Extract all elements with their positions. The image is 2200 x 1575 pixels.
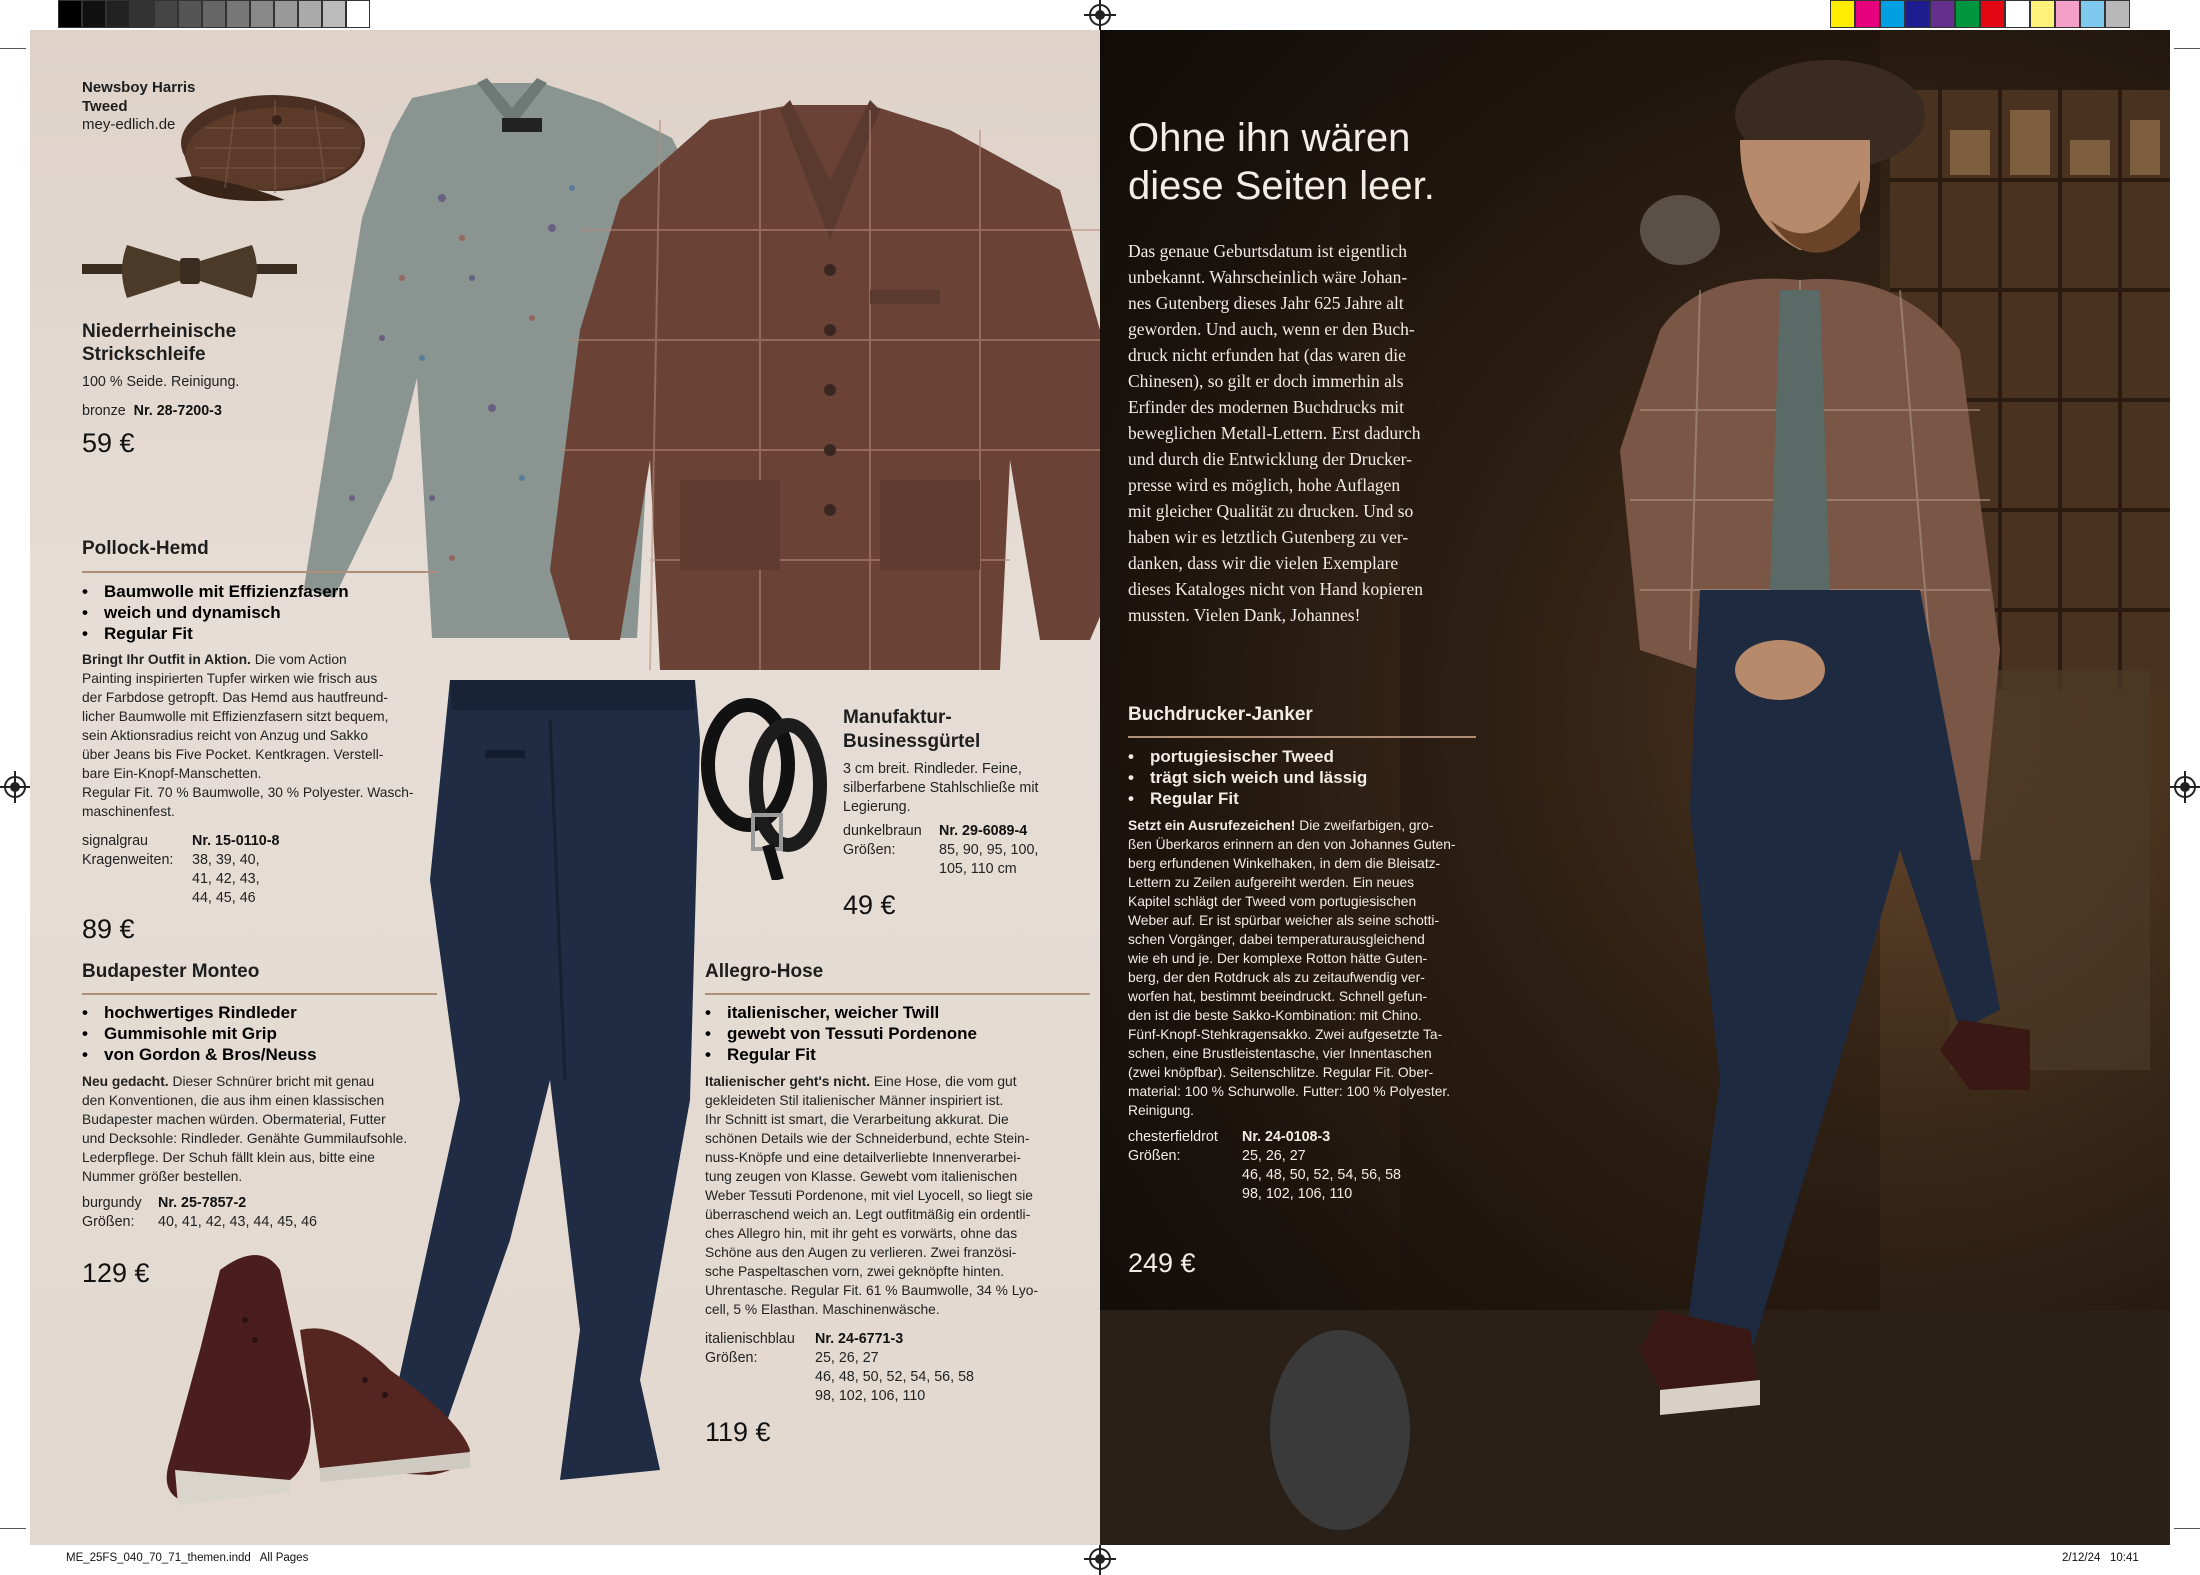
intro-text <box>1128 238 1423 628</box>
color-swatch <box>2005 0 2030 28</box>
slug-filename: ME_25FS_040_70_71_themen.indd All Pages <box>66 1552 309 1564</box>
description-line: Nummer größer bestellen. <box>82 1169 243 1184</box>
shirt-spec: signalgrau Nr. 15-0110-8 Kragenweiten: 38, 39, 40, 41, 42, 43, 44, 45, 46 <box>82 833 280 906</box>
description-line: Schöne aus den Augen zu verlieren. Zwei französi- <box>705 1245 1017 1260</box>
shoes-description: Neu gedacht. Dieser Schnürer bricht mit genau den Konventionen, die aus ihm einen klassischen Budapester machen würden. Obermaterial, Futter und Decksohle: Rindleder. Genähte Gummilaufsohle. Lederpflege. Der Schuh fällt klein aus, bitte eine Nummer größer bestellen. <box>82 1074 408 1184</box>
description-line: Die zweifarbigen, gro- <box>1295 818 1434 833</box>
description-line: (zwei knöpfbar). Seitenschlitze. Regular Fit. Ober- <box>1128 1065 1434 1080</box>
bowtie-price: 59 € <box>82 428 135 458</box>
bowtie-title: Niederrheinische Strickschleife <box>82 321 237 365</box>
description-line: Die vom Action <box>250 652 347 667</box>
size-line: 98, 102, 106, 110 <box>815 1388 926 1404</box>
shoes-spec: burgundy Nr. 25-7857-2 Größen: 40, 41, 42, 43, 44, 45, 46 <box>82 1195 317 1230</box>
description-line: schen, eine Brustleistentasche, vier Innentaschen <box>1128 1046 1432 1061</box>
color-swatch <box>1930 0 1955 28</box>
feature-bullet: • gewebt von Tessuti Pordenone <box>705 1023 977 1044</box>
gray-swatch <box>58 0 82 28</box>
shirt-title: Pollock-Hemd <box>82 538 209 559</box>
belt-title: Manufaktur- Businessgürtel <box>843 707 981 752</box>
description-line: den Konventionen, die aus ihm einen klassischen <box>82 1093 385 1108</box>
description-line: worfen hat, bestimmt beeindruckt. Schnell gefun- <box>1128 989 1428 1004</box>
bowtie-spec: bronze Nr. 28-7200-3 <box>82 403 222 419</box>
intro-line: beweglichen Metall-Lettern. Erst dadurch <box>1128 423 1421 443</box>
color-swatch <box>2105 0 2130 28</box>
intro-line: presse wird es möglich, hohe Auflagen <box>1128 475 1401 495</box>
intro-line: haben wir es letztlich Gutenberg zu ver- <box>1128 527 1409 547</box>
description-line: und Decksohle: Rindleder. Genähte Gummilaufsohle. <box>82 1131 408 1146</box>
registration-mark-left <box>4 776 26 798</box>
description-line: berg erfundenen Winkelhaken, in dem die Bleisatz- <box>1128 856 1441 871</box>
crop-mark <box>2174 1528 2200 1529</box>
pants-price: 119 € <box>705 1417 771 1447</box>
color-swatch <box>1980 0 2005 28</box>
color-swatch <box>1855 0 1880 28</box>
description-line: maschinenfest. <box>82 804 175 819</box>
intro-line: mussten. Vielen Dank, Johannes! <box>1128 605 1361 625</box>
gray-swatch <box>274 0 298 28</box>
intro-line: geworden. Und auch, wenn er den Buch- <box>1128 319 1415 339</box>
bow-tie-image <box>82 240 297 300</box>
size-line: 25, 26, 27 <box>1242 1148 1306 1164</box>
description-line: Reinigung. <box>1128 1103 1194 1118</box>
feature-bullet: • von Gordon & Bros/Neuss <box>82 1044 317 1065</box>
color-swatch <box>2055 0 2080 28</box>
description-line: Weber Tessuti Pordenone, mit viel Lyocell, so liegt sie <box>705 1188 1033 1203</box>
feature-bullet: • Regular Fit <box>1128 788 1367 809</box>
size-line: 105, 110 cm <box>939 861 1017 877</box>
description-line: berg, der den Rotdruck als zu zeitaufwendig ver- <box>1128 970 1425 985</box>
crop-mark <box>0 48 26 49</box>
gray-swatch <box>202 0 226 28</box>
description-line: Legierung. <box>843 799 911 815</box>
feature-bullet: • Gummisohle mit Grip <box>82 1023 317 1044</box>
jacket-title-rule <box>1128 736 1476 738</box>
shoes-feature-list <box>82 1002 317 1065</box>
feature-bullet: • weich und dynamisch <box>82 602 349 623</box>
description-line: Weber auf. Er ist spürbar weicher als seine schotti- <box>1128 913 1440 928</box>
jacket-spec: chesterfieldrot Nr. 24-0108-3 Größen: 25, 26, 27 46, 48, 50, 52, 54, 56, 58 98, 102, 106, 110 <box>1128 1129 1401 1202</box>
gray-calibration-bar <box>58 0 370 28</box>
intro-line: Erfinder des modernen Buchdrucks mit <box>1128 397 1405 417</box>
intro-line: dieses Kataloges nicht von Hand kopieren <box>1128 579 1423 599</box>
size-line: 25, 26, 27 <box>815 1350 879 1366</box>
description-line: tung zeugen von Klasse. Gewebt vom italienischen <box>705 1169 1018 1184</box>
description-line: ches Allegro hin, mit ihr geht es vorwärts, ohne das <box>705 1226 1018 1241</box>
description-line: sche Paspeltaschen vorn, zwei geknöpfte hinten. <box>705 1264 1005 1279</box>
size-line: 41, 42, 43, <box>192 871 260 887</box>
gray-swatch <box>226 0 250 28</box>
intro-line: druck nicht erfunden hat (das waren die <box>1128 345 1406 365</box>
gray-swatch <box>250 0 274 28</box>
slug-date: 2/12/24 10:41 <box>2062 1552 2139 1564</box>
description-line: sein Aktionsradius reicht von Anzug und Sakko <box>82 728 369 743</box>
description-line: den ist die beste Sakko-Kombination: mit Chino. <box>1128 1008 1422 1023</box>
description-line: Fünf-Knopf-Stehkragensakko. Zwei aufgesetzte Ta- <box>1128 1027 1443 1042</box>
gray-swatch <box>178 0 202 28</box>
description-line: silberfarbene Stahlschließe mit <box>843 780 1039 796</box>
pants-title-rule <box>705 993 1090 995</box>
description-line: nuss-Knöpfe und eine detailverliebte Innenverarbei- <box>705 1150 1022 1165</box>
feature-bullet: • portugiesischer Tweed <box>1128 746 1367 767</box>
color-swatch <box>2030 0 2055 28</box>
description-line: schen Vorgänger, dabei temperaturausgleichend <box>1128 932 1425 947</box>
color-swatch <box>1955 0 1980 28</box>
size-line: 38, 39, 40, <box>192 852 260 868</box>
right-editorial-page <box>1100 30 2170 1545</box>
pants-title: Allegro-Hose <box>705 961 824 982</box>
shirt-feature-list <box>82 581 349 644</box>
gray-swatch <box>82 0 106 28</box>
description-line: licher Baumwolle mit Effizienzfasern sitzt bequem, <box>82 709 389 724</box>
gray-swatch <box>346 0 370 28</box>
pants-feature-list <box>705 1002 977 1065</box>
description-line: material: 100 % Schurwolle. Futter: 100 % Polyester. <box>1128 1084 1451 1099</box>
bowtie-description: 100 % Seide. Reinigung. <box>82 374 240 390</box>
feature-bullet: • hochwertiges Rindleder <box>82 1002 317 1023</box>
gray-swatch <box>106 0 130 28</box>
shirt-price: 89 € <box>82 914 135 944</box>
size-line: 44, 45, 46 <box>192 890 256 906</box>
color-swatch <box>1880 0 1905 28</box>
shoes-title: Budapester Monteo <box>82 961 260 982</box>
gray-swatch <box>322 0 346 28</box>
description-line: Lettern zu Zeilen aufgereiht werden. Ein neues <box>1128 875 1415 890</box>
size-line: 46, 48, 50, 52, 54, 56, 58 <box>1242 1167 1401 1183</box>
pants-spec: italienischblau Nr. 24-6771-3 Größen: 25, 26, 27 46, 48, 50, 52, 54, 56, 58 98, 102, 106, 110 <box>705 1331 974 1404</box>
size-line: 98, 102, 106, 110 <box>1242 1186 1353 1202</box>
description-line: Ihr Schnitt ist smart, die Verarbeitung akkurat. Die <box>705 1112 1009 1127</box>
description-line: überraschend weich an. Legt outfitmäßig ein ordentli- <box>705 1207 1031 1222</box>
leather-belt-image <box>698 695 828 880</box>
gray-swatch <box>154 0 178 28</box>
registration-mark-top <box>1089 4 1111 26</box>
intro-line: Das genaue Geburtsdatum ist eigentlich <box>1128 241 1407 261</box>
gray-swatch <box>130 0 154 28</box>
intro-line: mit gleicher Qualität zu drucken. Und so <box>1128 501 1414 521</box>
size-line: 85, 90, 95, 100, <box>939 842 1039 858</box>
hat-title: Newsboy Harris Tweed <box>82 79 196 115</box>
feature-bullet: • trägt sich weich und lässig <box>1128 767 1367 788</box>
description-line: über Jeans bis Five Pocket. Kentkragen. Verstell- <box>82 747 384 762</box>
description-line: Painting inspirierten Tupfer wirken wie frisch aus <box>82 671 378 686</box>
description-line: bare Ein-Knopf-Manschetten. <box>82 766 262 781</box>
feature-bullet: • Regular Fit <box>705 1044 977 1065</box>
color-calibration-bar <box>1830 0 2130 28</box>
shirt-description: Bringt Ihr Outfit in Aktion. Die vom Action Painting inspirierten Tupfer wirken wie frisch aus der Farbdose getropft. Das Hemd aus hautfreund- licher Baumwolle mit Effizienzfasern sitzt bequem, sein Aktionsradius reicht von Anzug und Sakko über Jeans bis Five Pocket. Kentkragen. Verstell- bare Ein-Knopf-Manschetten. Regular Fit. 70 % Baumwolle, 30 % Polyester. Wasch- maschinenfest. <box>82 652 414 819</box>
description-line: Dieser Schnürer bricht mit genau <box>168 1074 375 1089</box>
belt-description <box>843 760 1038 817</box>
description-line: Uhrentasche. Regular Fit. 61 % Baumwolle, 34 % Lyo- <box>705 1283 1039 1298</box>
color-swatch <box>1905 0 1930 28</box>
description-line: der Farbdose getropft. Das Hemd aus hautfreund- <box>82 690 388 705</box>
hat-url: mey-edlich.de <box>82 116 176 133</box>
jacket-title: Buchdrucker-Janker <box>1128 704 1313 725</box>
description-line: Regular Fit. 70 % Baumwolle, 30 % Polyester. Wasch- <box>82 785 414 800</box>
belt-price: 49 € <box>843 890 896 920</box>
description-line: wie eh und je. Der komplexe Rotton hätte Guten- <box>1128 951 1428 966</box>
jacket-price: 249 € <box>1128 1248 1196 1278</box>
jacket-feature-list <box>1128 746 1367 809</box>
feature-bullet: • Regular Fit <box>82 623 349 644</box>
size-line: 46, 48, 50, 52, 54, 56, 58 <box>815 1369 974 1385</box>
registration-mark-bottom <box>1089 1548 1111 1570</box>
description-line: schönen Details wie der Schneiderbund, echte Stein- <box>705 1131 1030 1146</box>
headline: Ohne ihn wären diese Seiten leer. <box>1128 116 1435 208</box>
shoes-title-rule <box>82 993 437 995</box>
crop-mark <box>2174 48 2200 49</box>
description-line: cell, 5 % Elasthan. Maschinenwäsche. <box>705 1302 940 1317</box>
jacket-description: Setzt ein Ausrufezeichen! Die zweifarbigen, gro- ßen Überkaros erinnern an den von Johannes Guten- berg erfundenen Winkelhaken, in dem die Bleisatz- Lettern zu Zeilen aufgereiht werden. Ein neues Kapitel schlägt der Tweed vom portugiesischen Weber auf. Er ist spürbar weicher als seine schotti- schen Vorgänger, dabei temperaturausgleichend wie eh und je. Der komplexe Rotton hätte Guten- berg, der den Rotdruck als zu zeitaufwendig ver- worfen hat, bestimmt beeindruckt. Schnell gefun- den ist die beste Sakko-Kombination: mit Chino. Fünf-Knopf-Stehkragensakko. Zwei aufgesetzte Ta- schen, eine Brustleistentasche, vier Innentaschen (zwei knöpfbar). Seitenschlitze. Regular Fit. Ober- material: 100 % Schurwolle. Futter: 100 % Polyester. Reinigung. <box>1128 818 1456 1118</box>
intro-line: unbekannt. Wahrscheinlich wäre Johan- <box>1128 267 1408 287</box>
shirt-title-rule <box>82 571 437 573</box>
description-line: Kapitel schlägt der Tweed vom portugiesischen <box>1128 894 1417 909</box>
description-line: Budapester machen würden. Obermaterial, Futter <box>82 1112 386 1127</box>
gray-swatch <box>298 0 322 28</box>
tweed-jacket-image <box>540 100 1100 690</box>
color-swatch <box>1830 0 1855 28</box>
color-swatch <box>2080 0 2105 28</box>
left-catalog-page <box>30 30 1100 1545</box>
brogue-shoes-image <box>140 1230 480 1510</box>
pants-description: Italienischer geht's nicht. Eine Hose, die vom gut gekleideten Stil italienischer Männer inspiriert ist. Ihr Schnitt ist smart, die Verarbeitung akkurat. Die schönen Details wie der Schneiderbund, echte Stein- nuss-Knöpfe und eine detailverliebte Innenverarbei- tung zeugen von Klasse. Gewebt vom italienischen Weber Tessuti Pordenone, mit viel Lyocell, so liegt sie überraschend weich an. Legt outfitmäßig ein ordentli- ches Allegro hin, mit ihr geht es vorwärts, ohne das Schöne aus den Augen zu verlieren. Zwei französi- sche Paspeltaschen vorn, zwei geknöpfte hinten. Uhrentasche. Regular Fit. 61 % Baumwolle, 34 % Lyo- cell, 5 % Elasthan. Maschinenwäsche. <box>705 1074 1039 1317</box>
feature-bullet: • italienischer, weicher Twill <box>705 1002 977 1023</box>
intro-line: danken, dass wir die vielen Exemplare <box>1128 553 1399 573</box>
feature-bullet: • Baumwolle mit Effizienzfasern <box>82 581 349 602</box>
shoes-price: 129 € <box>82 1258 150 1288</box>
registration-mark-right <box>2174 776 2196 798</box>
intro-line: Chinesen), so gilt er doch immerhin als <box>1128 371 1404 391</box>
crop-mark <box>0 1528 26 1529</box>
belt-spec: dunkelbraun Nr. 29-6089-4 Größen: 85, 90, 95, 100, 105, 110 cm <box>843 823 1039 877</box>
description-line: Eine Hose, die vom gut <box>870 1074 1017 1089</box>
description-line: 3 cm breit. Rindleder. Feine, <box>843 761 1022 777</box>
intro-line: nes Gutenberg dieses Jahr 625 Jahre alt <box>1128 293 1404 313</box>
intro-line: und durch die Entwicklung der Drucker- <box>1128 449 1412 469</box>
description-line: gekleideten Stil italienischer Männer inspiriert ist. <box>705 1093 1004 1108</box>
description-line: ßen Überkaros erinnern an den von Johannes Guten- <box>1128 837 1456 852</box>
description-line: Lederpflege. Der Schuh fällt klein aus, bitte eine <box>82 1150 375 1165</box>
